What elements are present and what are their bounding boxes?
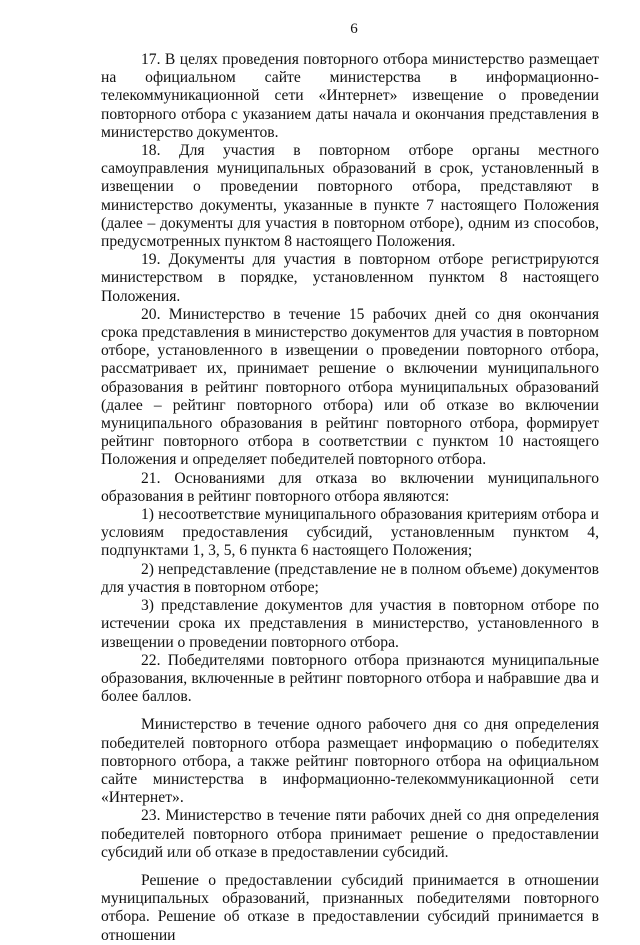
paragraph-21-item-2: 2) непредставление (представление не в полном объеме) документов для участия в повторном отборе; — [101, 560, 599, 596]
document-page — [101, 20, 599, 945]
paragraph-23-continued: Решение о предоставлении субсидий принимается в отношении муниципальных образований, признанных победителями повторного отбора. Решение об отказе в предоставлении субсидий принимается в отношении — [101, 871, 599, 944]
paragraph-19: 19. Документы для участия в повторном отборе регистрируются министерством в порядке, установленном пунктом 8 настоящего Положения. — [101, 251, 599, 305]
paragraph-18: 18. Для участия в повторном отборе органы местного самоуправления муниципальных образований в срок, установленный в извещении о проведении повторного отбора, представляют в министерство документы, указанные в пункте 7 настоящего Положения (далее – документы для участия в повторном отборе), одним из способов, предусмотренных пунктом 8 настоящего Положения. — [101, 142, 599, 251]
page-number: 6 — [350, 21, 358, 37]
paragraph-21-item-1: 1) несоответствие муниципального образования критериям отбора и условиям предоставления субсидий, установленным пунктом 4, подпунктами 1, 3, 5, 6 пункта 6 настоящего Положения; — [101, 506, 599, 560]
paragraph-20: 20. Министерство в течение 15 рабочих дней со дня окончания срока представления в министерство документов для участия в повторном отборе, установленного в извещении о проведении повторного отбора, рассматривает их, принимает решение о включении муниципального образования в рейтинг повторного отбора муниципальных образований (далее – рейтинг повторного отбора) или об отказе во включении муниципального образования в рейтинг повторного отбора, формирует рейтинг повторного отбора в соответствии с пунктом 10 настоящего Положения и определяет победителей повторного отбора. — [101, 305, 599, 469]
paragraph-22-continued: Министерство в течение одного рабочего дня со дня определения победителей повторного отбора размещает информацию о победителях повторного отбора, а также рейтинг повторного отбора на официальном сайте министерства в информационно-телекоммуникационной сети «Интернет». — [101, 716, 599, 807]
paragraph-21-item-3: 3) представление документов для участия в повторном отборе по истечении срока их представления в министерство, установленного в извещении о проведении повторного отбора. — [101, 597, 599, 651]
paragraph-21: 21. Основаниями для отказа во включении муниципального образования в рейтинг повторного отбора являются: — [101, 469, 599, 505]
paragraph-22: 22. Победителями повторного отбора признаются муниципальные образования, включенные в рейтинг повторного отбора и набравшие два и более баллов. — [101, 651, 599, 706]
paragraph-17: 17. В целях проведения повторного отбора министерство размещает на официальном сайте министерства в информационно-телекоммуникационной сети «Интернет» извещение о проведении повторного отбора с указанием даты начала и окончания представления в министерство документов. — [101, 51, 599, 141]
paragraph-23: 23. Министерство в течение пяти рабочих дней со дня определения победителей повторного отбора принимает решение о предоставлении субсидий или об отказе в предоставлении субсидий. — [101, 807, 599, 861]
